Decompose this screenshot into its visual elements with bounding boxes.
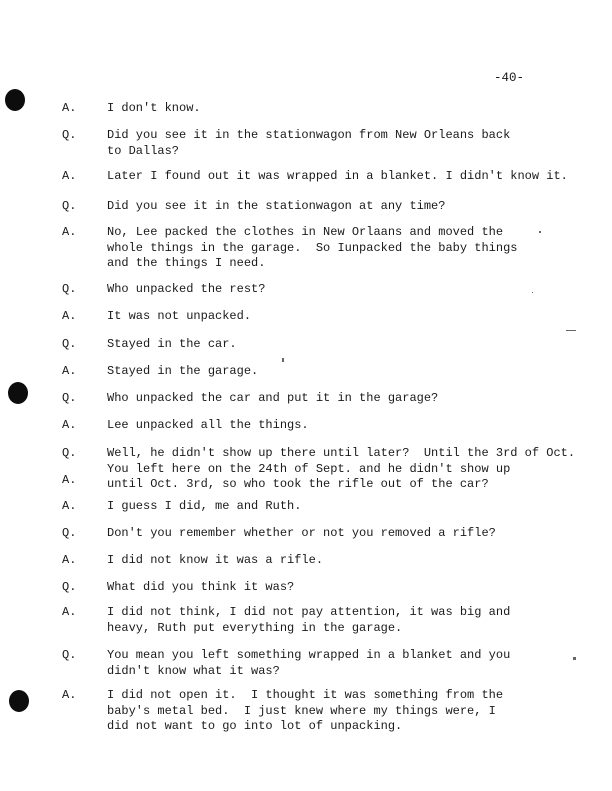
speaker-label: Q. [62,648,77,662]
answer-text: Lee unpacked all the things. [107,418,309,432]
question-text: Who unpacked the rest? [107,282,266,296]
question-text: Stayed in the car. [107,337,237,351]
speaker-label: A. [62,101,77,115]
speaker-label: A. [62,225,77,239]
punch-hole-bottom [9,690,29,712]
speaker-label: A. [62,688,77,702]
answer-text: I don't know. [107,101,201,115]
punch-hole-middle [8,382,28,404]
speaker-label: Q. [62,580,77,594]
speaker-label: Q. [62,128,77,142]
question-text: What did you think it was? [107,580,295,594]
question-text: Well, he didn't show up there until later? Until the 3rd of Oct. You left here on the 24th of Sept. and he didn't show up until Oct. 3rd, so who took the rifle out of the car? [107,446,576,491]
question-text: Don't you remember whether or not you removed a rifle? [107,526,496,540]
answer-text: No, Lee packed the clothes in New Orlaans and moved the whole things in the garage. So Iunpacked the baby things and the things I need. [107,225,518,270]
speaker-label: A. [62,364,77,378]
speaker-label: A. [62,473,77,487]
question-text: Did you see it in the stationwagon from New Orleans back to Dallas? [107,128,511,158]
answer-text: It was not unpacked. [107,309,252,323]
scan-speck [566,330,576,331]
answer-text: I did not know it was a rifle. [107,553,324,567]
punch-hole-top [5,89,25,111]
speaker-label: Q. [62,282,77,296]
speaker-label: Q. [62,446,77,460]
speaker-label: A. [62,309,77,323]
speaker-label: Q. [62,199,77,213]
speaker-label: Q. [62,526,77,540]
answer-text: Later I found out it was wrapped in a blanket. I didn't know it. [107,169,568,183]
question-text: Who unpacked the car and put it in the garage? [107,391,439,405]
answer-text: Stayed in the garage. [107,364,259,378]
speaker-label: Q. [62,337,77,351]
speaker-label: A. [62,553,77,567]
speaker-label: A. [62,418,77,432]
page-number: -40- [494,71,525,85]
answer-text: I did not open it. I thought it was something from the baby's metal bed. I just knew where my things were, I did not want to go into lot of unpacking. [107,688,504,733]
speaker-label: Q. [62,391,77,405]
scan-speck [282,358,284,362]
speaker-label: A. [62,499,77,513]
speaker-label: A. [62,605,77,619]
answer-text: I guess I did, me and Ruth. [107,499,302,513]
question-text: Did you see it in the stationwagon at any time? [107,199,446,213]
speaker-label: A. [62,169,77,183]
answer-text: I did not think, I did not pay attention, it was big and heavy, Ruth put everything in the garage. [107,605,511,635]
question-text: You mean you left something wrapped in a blanket and you didn't know what it was? [107,648,511,678]
